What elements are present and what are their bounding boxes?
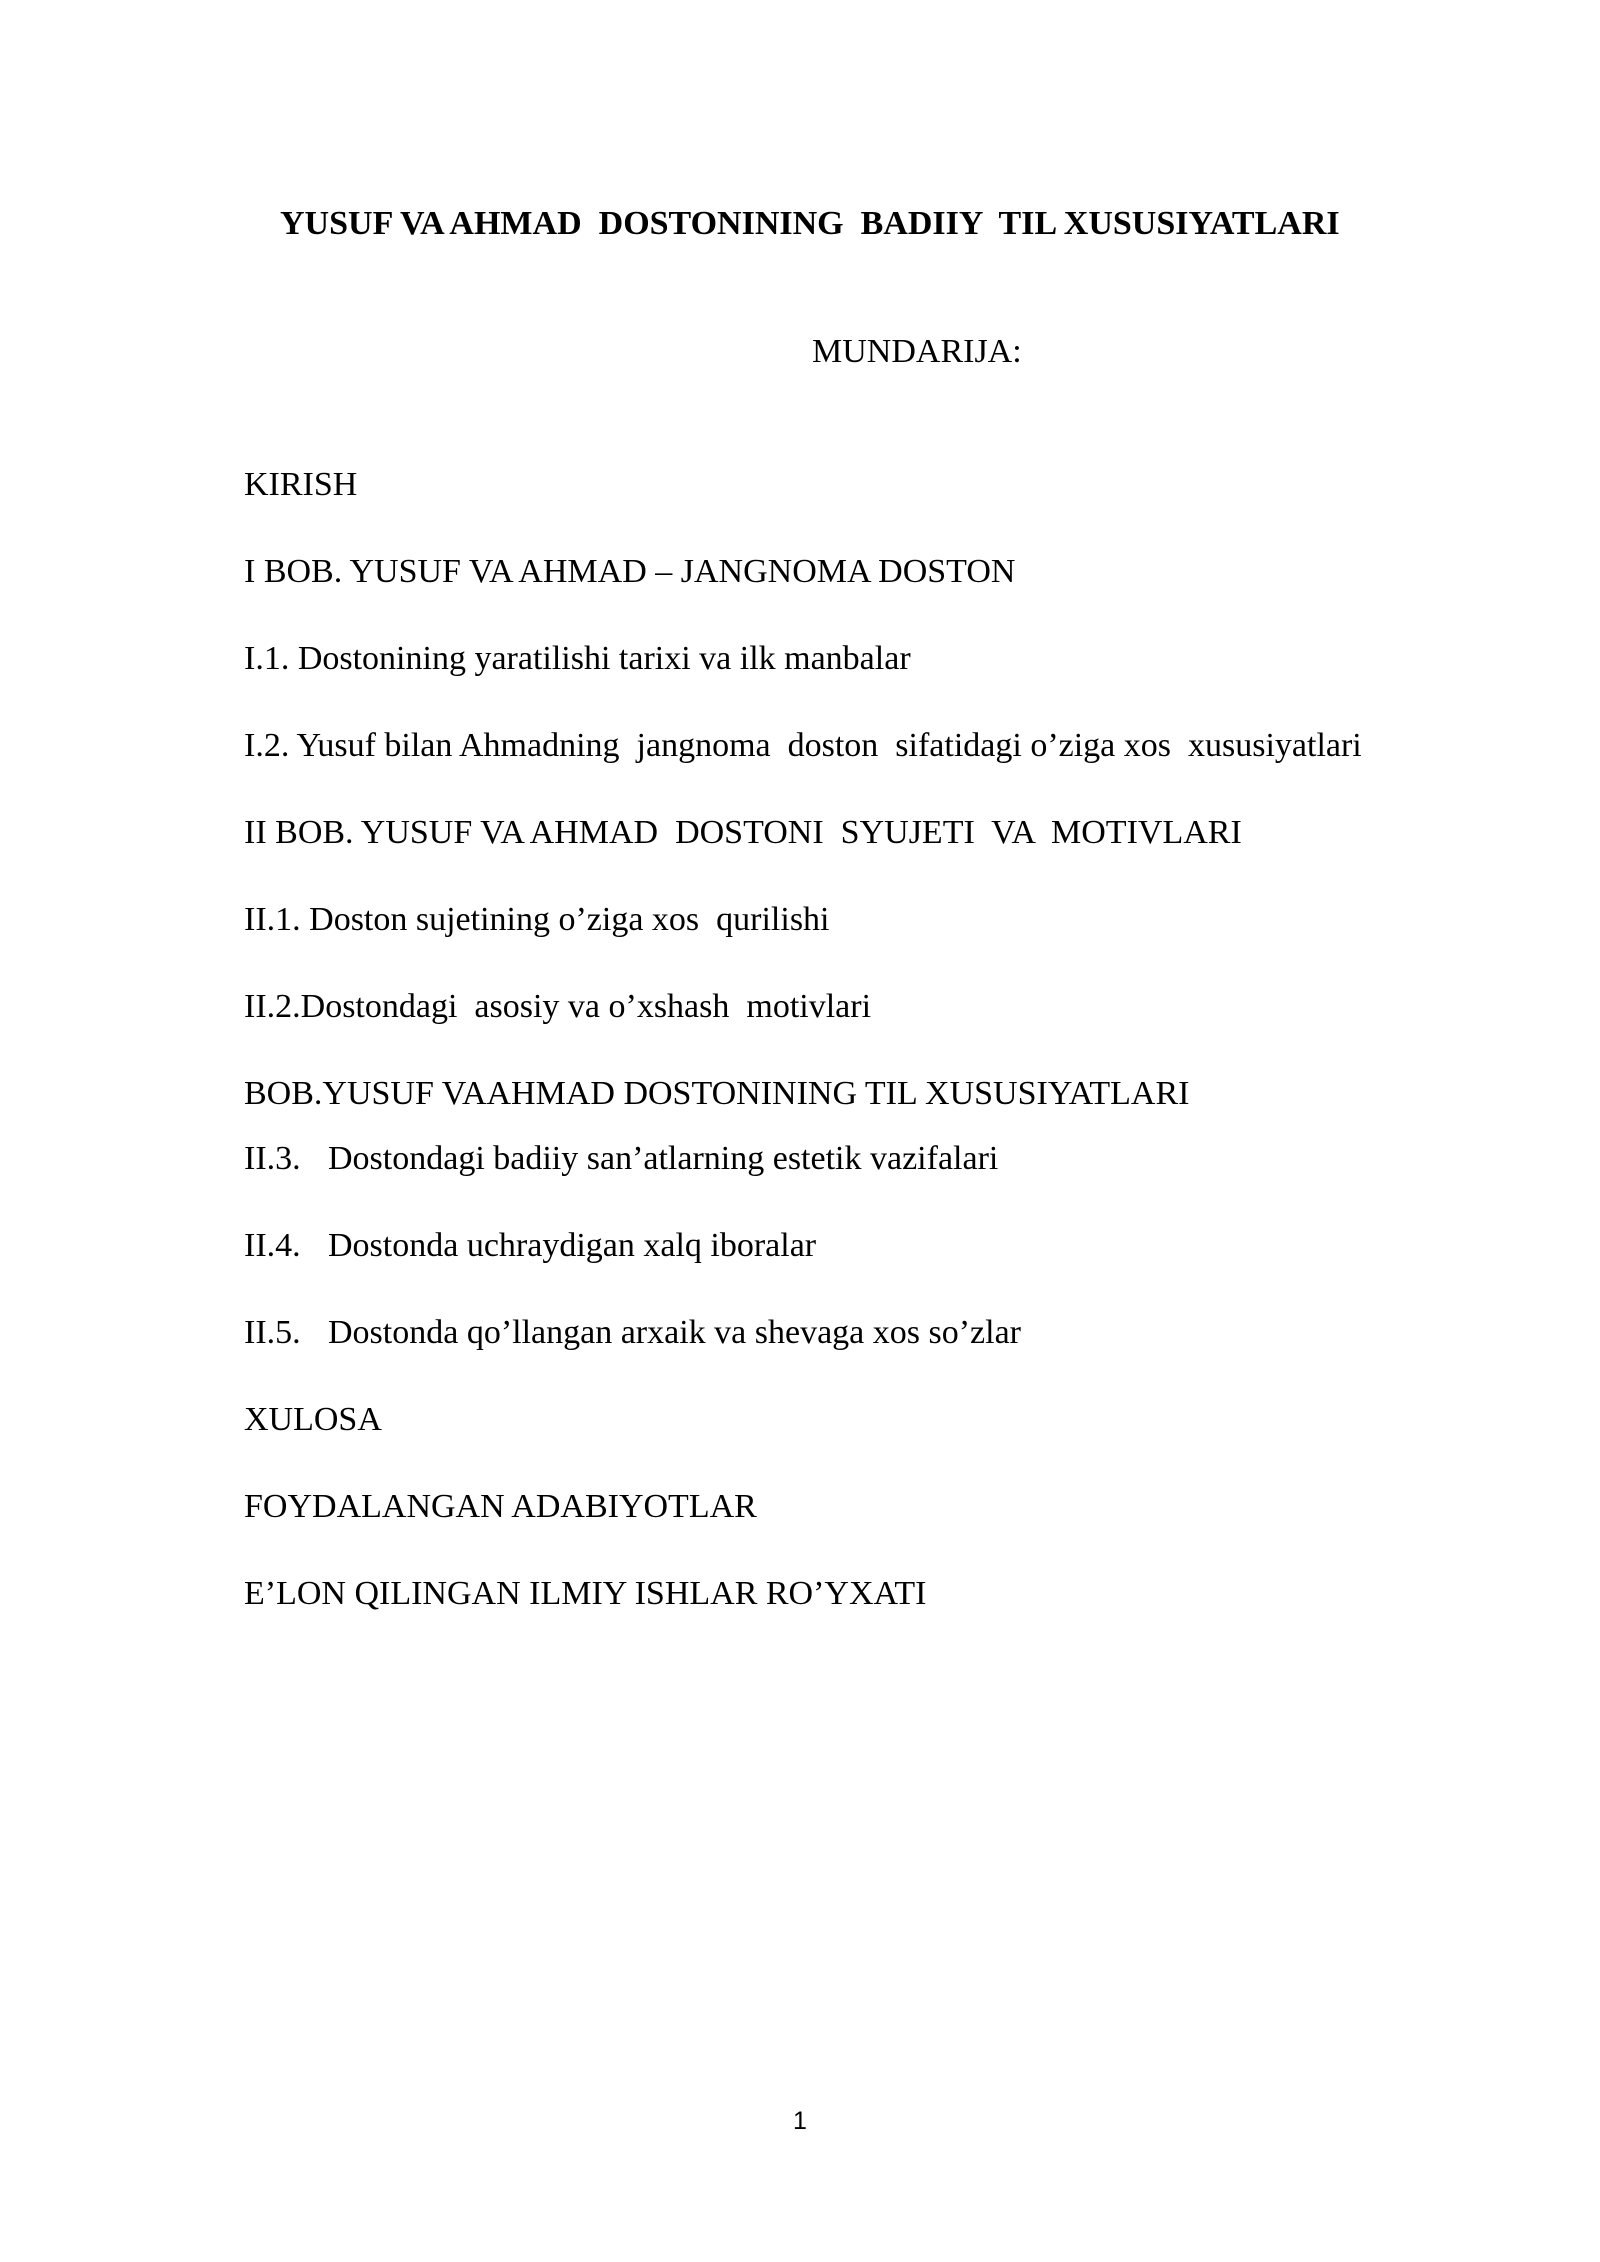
toc-heading: MUNDARIJA: [812,333,1022,370]
page-number: 1 [793,2107,807,2135]
toc-entry-text: XULOSA [244,1401,382,1438]
toc-entry-number: II.4. [244,1227,301,1264]
toc-entry-text: E’LON QILINGAN ILMIY ISHLAR RO’YXATI [244,1575,927,1612]
toc-entry-text: Dostonda qo’llangan arxaik va shevaga xos so’zlar [328,1314,1021,1351]
toc-entry-number: II.3. [244,1140,301,1177]
toc-entry-text: Dostondagi badiiy san’atlarning estetik vazifalari [328,1140,999,1177]
toc-entry-text: KIRISH [244,466,358,503]
toc-entry-text: II BOB. YUSUF VA AHMAD DOSTONI SYUJETI VA MOTIVLARI [244,814,1242,851]
toc-entry-text: I.2. Yusuf bilan Ahmadning jangnoma doston sifatidagi o’ziga xos xususiyatlari [244,727,1362,764]
document-title: YUSUF VA AHMAD DOSTONINING BADIIY TIL XUSUSIYATLARI [280,205,1340,242]
toc-entry-text: I.1. Dostonining yaratilishi tarixi va ilk manbalar [244,640,911,677]
toc-entry-publications [210,1534,926,1654]
toc-entry-text: II.2.Dostondagi asosiy va o’xshash motivlari [244,988,872,1025]
toc-entry-number: II.5. [244,1314,301,1351]
toc-entry-text: BOB.YUSUF VAAHMAD DOSTONINING TIL XUSUSIYATLARI [244,1075,1190,1112]
toc-entry-text: Dostonda uchraydigan xalq iboralar [328,1227,817,1264]
toc-entry-text: I BOB. YUSUF VA AHMAD – JANGNOMA DOSTON [244,553,1016,590]
toc-entry-text: FOYDALANGAN ADABIYOTLAR [244,1488,757,1525]
toc-entry-text: II.1. Doston sujetining o’ziga xos qurilishi [244,901,830,938]
